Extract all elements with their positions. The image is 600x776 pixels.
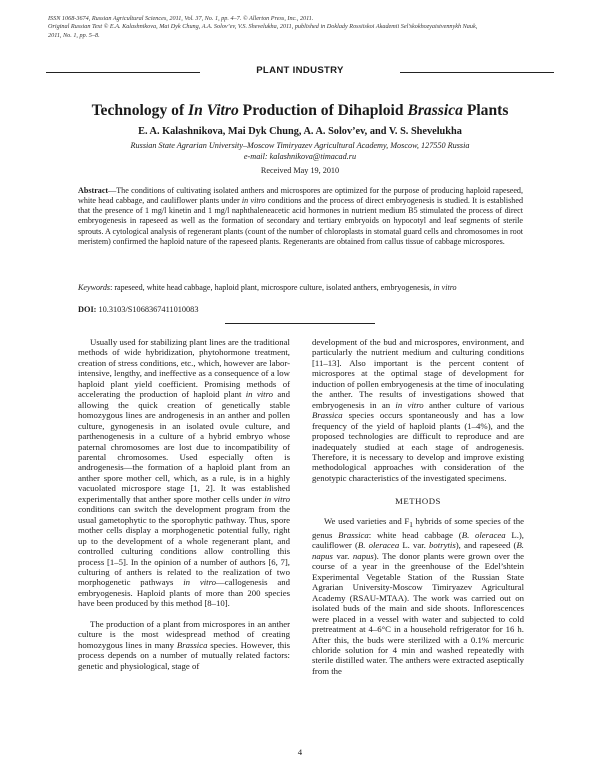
italic-run: B. napus bbox=[312, 540, 524, 561]
text-run: species. However, this process depends on a number of mutually related factors: genetic and physiological, stage of bbox=[78, 639, 290, 671]
title-italic-2: Brassica bbox=[407, 102, 463, 119]
italic-run: Brassica bbox=[312, 410, 343, 421]
text-run: ), and rapeseed ( bbox=[455, 540, 517, 551]
section-label: PLANT INDUSTRY bbox=[200, 65, 400, 76]
body-paragraph bbox=[312, 337, 524, 483]
italic-run: B. oleracea bbox=[357, 540, 400, 551]
italic-run: in vitro bbox=[245, 389, 274, 400]
italic-run: Brassica bbox=[176, 639, 208, 650]
keywords bbox=[78, 283, 523, 293]
italic-run: in vitro bbox=[395, 399, 424, 410]
text-run: : white head cabbage ( bbox=[368, 530, 462, 540]
body-paragraph bbox=[312, 516, 524, 677]
abstract-label: Abstract bbox=[78, 186, 109, 195]
affiliation: Russian State Agrarian University–Moscow Timiryazev Agricultural Academy, Moscow, 127550 Russia bbox=[130, 141, 470, 150]
title-part-2: Production of Dihaploid bbox=[238, 102, 408, 119]
text-run: We used varieties and F bbox=[324, 515, 410, 526]
doi bbox=[78, 305, 523, 314]
body-paragraph bbox=[78, 619, 290, 671]
italic-run: Brassica bbox=[338, 530, 369, 540]
keywords-label: Keywords bbox=[78, 283, 111, 292]
text-run: L.), cauliflower ( bbox=[312, 530, 524, 551]
keywords-text: : rapeseed, white head cabbage, haploid plant, microspore culture, isolated anthers, embryogenesis, bbox=[110, 283, 434, 292]
italic-run: napus bbox=[352, 550, 374, 561]
abstract-text-2: conditions and the process of direct embryogenesis is studied. It is established that the presence of 1 mg/l kinetin and 1 mg/l naphthaleneacetic acid hormones in nutrient medium B5 stimulated the process of direct embryogenesis in rapeseed as well as the formation of secondary and tertiary embryoids on hypocotyl and leaf segments of sterile sprouts. A cytological analysis of regenerant plants (count of the number of chloroplasts in stomatal guard cells and chromosomes in root meristem) confirmed the haploid nature of the rapeseed plants. Regenerants are obtained from callus tissue of cabbage microspores. bbox=[78, 196, 523, 246]
doi-value: 10.3103/S1068367411010083 bbox=[96, 305, 199, 314]
journal-header-line-2: Original Russian Text © E.A. Kalashnikova, Mai Dyk Chung, A.A. Solov’ev, V.S. Shevelukha, 2011, published in Doklady Rossiiskoi Akademii Sel’skokhozyaistvennykh Nauk, bbox=[48, 23, 478, 31]
text-run: development of the bud and microspores, environment, and particularly the nutrient medium and culturing conditions [11–13]. Also important is the percent content of microspores at the optimal stage of development for induction of pollen embryogenesis at the time of inoculating the anther. The results of investigations showed that embryogenesis in an bbox=[312, 337, 524, 410]
section-heading-methods: METHODS bbox=[395, 496, 441, 507]
body-column-right bbox=[312, 337, 524, 676]
text-run: The production of a plant from microspores in an anther culture is the most widespread method of creating homozygous lines in many bbox=[78, 618, 290, 650]
keywords-italic: in vitro bbox=[433, 283, 457, 292]
text-run: hybrids of some species of the genus bbox=[312, 515, 524, 540]
email: e-mail: kalashnikova@timacad.ru bbox=[243, 151, 357, 161]
title-italic-1: In Vitro bbox=[188, 102, 239, 119]
text-run: species occurs spontaneously and has a low frequency of the yield of haploid plants (1–4%), and the proposed technologies are difficult to reproduce and are inadequately studied at each stage of androgenesis. Therefore, it is necessary to develop and improve existing methodological approaches with consideration of the genotypic characteristics of the investigated specimens. bbox=[312, 410, 524, 483]
italic-run: botrytis bbox=[429, 540, 456, 551]
body-column-left bbox=[78, 337, 290, 671]
affiliation-block bbox=[40, 141, 560, 163]
paper-title bbox=[40, 101, 560, 120]
italic-run: B. oleracea bbox=[461, 530, 506, 540]
text-run: anther culture of various bbox=[423, 399, 524, 410]
text-run: Usually used for stabilizing plant lines are the traditional methods of wide hybridization, phytohormone treatment, creation of stress conditions, etc., which, however are labor-intensive, lengthy, and ineffective as a consequence of a low haploid plant yield coefficient. Promising methods of accelerating the production of haploid plant bbox=[78, 337, 290, 400]
italic-run: in vitro bbox=[264, 493, 291, 504]
title-part-1: Technology of bbox=[91, 102, 189, 119]
journal-header-line-1: ISSN 1068-3674, Russian Agricultural Sciences, 2011, Vol. 37, No. 1, pp. 4–7. © Allerton Press, Inc., 2011. bbox=[48, 15, 314, 22]
journal-header-line-3: 2011, No. 1, pp. 5–8. bbox=[48, 31, 100, 39]
page-number: 4 bbox=[297, 747, 303, 757]
doi-label: DOI: bbox=[78, 305, 97, 314]
text-run: —callogenesis and embryogenesis. Haploid plants of more than 200 species have been produced by this method [8–10]. bbox=[78, 577, 291, 609]
received-date: Received May 19, 2010 bbox=[260, 166, 340, 175]
body-paragraph bbox=[78, 337, 290, 609]
text-run: ). The donor plants were grown over the course of a year in the greenhouse of the Edel’shtein Experimental Vegetable Station of the Russian State Agrarian University-Moscow Timiryazev Agricultural Academy (RSAU-MTAA). The work was carried out on isolated buds of the main and side shoots. Inflorescences were placed in a vessel with water and subjected to cold pretreatment at 4–6°C in a household refrigerator for 16 h. After this, the buds were sterilized with a 0.1% mercuric chloride solution for 4 min and washed repeatedly with sterile distilled water. The anthers were extracted aseptically from the bbox=[312, 550, 524, 676]
text-run: conditions can switch the development program from the usual gametophytic to the sporophytic pathway. Thus, spore mother cells display a morphogenetic potential fully, right up to the development of a whole regenerant plant, and controlled culturing conditions allow controlling this process [1–5]. In the opinion of a number of authors [6, 7], culturing of anthers is related to the realization of two morphogenetic pathways bbox=[78, 504, 290, 588]
text-run: and allowing the quick creation of genetically stable homozygous lines are androgenesis in an anther and pollen culture, gynogenesis in an isolated ovule culture, and parthenogenesis in a culture of a hybrid embryo whose paternal chromosomes are lost due to incompatibility of parental chromosomes. Used especially often is androgenesis—the formation of a haploid plant from an anther spore mother cell, which, as a rule, is in a highly vacuolated microspore stage [1, 2]. It was established experimentally that anther spore mother cells under bbox=[78, 389, 291, 504]
abstract bbox=[78, 186, 523, 247]
abstract-text-1: —The conditions of cultivating isolated anthers and microspores are optimized for the purpose of producing haploid rapeseed, white head cabbage, and cauliflower plants under bbox=[78, 186, 523, 206]
author-list: E. A. Kalashnikova, Mai Dyk Chung, A. A. Solov’ev, and V. S. Shevelukha bbox=[138, 126, 462, 137]
text-run: var. bbox=[332, 550, 353, 561]
journal-header bbox=[48, 15, 558, 40]
title-part-3: Plants bbox=[462, 102, 509, 119]
italic-run: in vitro bbox=[183, 577, 217, 588]
text-run: L. var. bbox=[399, 540, 430, 551]
subscript: 1 bbox=[409, 520, 413, 529]
abstract-separator bbox=[225, 323, 375, 324]
abstract-italic-1: in vitro bbox=[241, 196, 266, 206]
